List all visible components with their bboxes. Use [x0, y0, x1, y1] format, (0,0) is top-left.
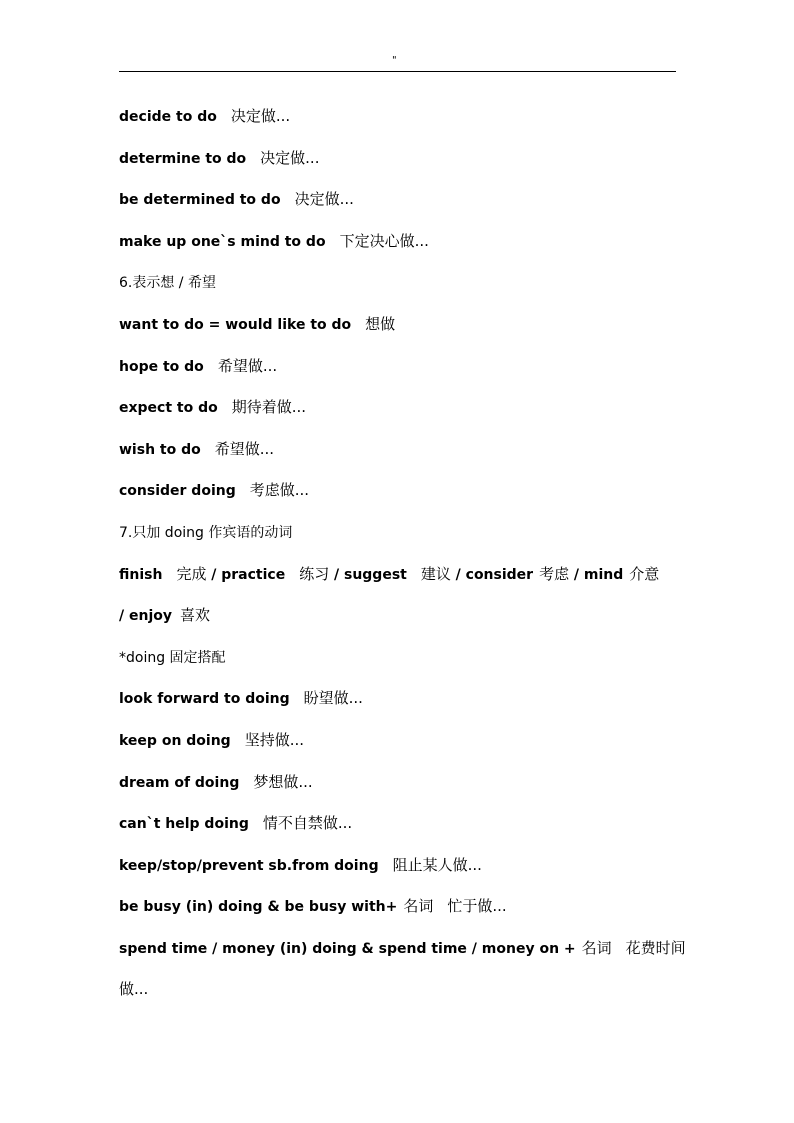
phrase-chinese: 下定决心做... [339, 231, 429, 250]
phrase-english: expect to do [119, 400, 218, 417]
phrase-line [119, 845, 676, 887]
verb-english: / suggest [334, 566, 407, 583]
phrase-line [119, 762, 676, 804]
phrase-chinese: 希望做... [217, 356, 278, 375]
phrase-english: dream of doing [119, 774, 240, 791]
phrase-english: wish to do [119, 441, 201, 458]
section-heading [119, 512, 676, 554]
phrase-chinese: 阻止某人做... [392, 855, 482, 874]
phrase-line [119, 96, 676, 138]
verb-english: / consider [455, 566, 534, 583]
phrase-line [119, 429, 676, 471]
phrase-chinese: 考虑做... [249, 481, 310, 500]
verb-chinese: 介意 [629, 564, 660, 583]
phrase-line [119, 179, 676, 221]
verb-list-line [119, 595, 676, 637]
phrase-line [119, 221, 676, 263]
phrase-chinese: 忙于做... [447, 897, 507, 916]
phrase-chinese: 想做 [365, 314, 396, 333]
phrase-noun-label: 名词 [403, 897, 434, 916]
verb-chinese: 完成 [176, 564, 207, 583]
verb-english: finish [119, 566, 163, 583]
section-heading [119, 637, 676, 679]
phrase-english: want to do = would like to do [119, 316, 352, 333]
phrase-english: be busy (in) doing & be busy with+ [119, 899, 398, 916]
header-mark: " [392, 55, 397, 66]
section-heading [119, 262, 676, 304]
phrase-english: determine to do [119, 150, 247, 167]
verb-english: / enjoy [119, 608, 172, 625]
phrase-line [119, 886, 676, 928]
section-heading-text: 6.表示想 / 希望 [119, 275, 216, 292]
phrase-chinese: 情不自禁做... [262, 814, 353, 833]
phrase-chinese: 期待着做... [231, 398, 307, 417]
verb-english: / practice [211, 566, 286, 583]
phrase-line [119, 304, 676, 346]
verb-chinese: 建议 [420, 564, 451, 583]
verb-english: / mind [573, 566, 624, 583]
verb-list-line [119, 554, 676, 596]
phrase-english: hope to do [119, 358, 204, 375]
phrase-english: keep on doing [119, 732, 231, 749]
phrase-chinese: 决定做... [230, 107, 291, 125]
phrase-chinese: 希望做... [214, 439, 275, 458]
phrase-continuation [119, 969, 676, 1011]
phrase-chinese: 决定做... [294, 190, 354, 209]
phrase-english: keep/stop/prevent sb.from doing [119, 857, 379, 874]
phrase-chinese: 梦想做... [253, 772, 313, 791]
phrase-line [119, 678, 676, 720]
phrase-chinese: 花费时间 [625, 938, 686, 957]
phrase-chinese: 坚持做... [244, 730, 305, 749]
phrase-english: consider doing [119, 483, 236, 500]
phrase-english: look forward to doing [119, 691, 290, 708]
phrase-line [119, 138, 676, 180]
phrase-chinese: 盼望做... [303, 689, 363, 708]
phrase-line [119, 387, 676, 429]
phrase-chinese: 决定做... [260, 148, 320, 167]
header-rule [119, 71, 676, 72]
phrase-line [119, 928, 686, 970]
phrase-english: make up one`s mind to do [119, 233, 326, 250]
section-heading-text: 7.只加 doing 作宾语的动词 [119, 524, 293, 541]
phrase-english: be determined to do [119, 192, 281, 209]
verb-chinese: 考虑 [539, 564, 570, 583]
phrase-noun-label: 名词 [581, 938, 612, 957]
phrase-chinese: 做... [119, 980, 149, 999]
phrase-english: can`t help doing [119, 816, 249, 833]
phrase-english: decide to do [119, 109, 217, 125]
phrase-line [119, 803, 676, 845]
section-heading-text: *doing 固定搭配 [119, 649, 226, 666]
document-body [119, 96, 686, 1011]
phrase-line [119, 470, 676, 512]
phrase-line [119, 720, 676, 762]
phrase-line [119, 346, 676, 388]
verb-chinese: 练习 [299, 564, 330, 583]
verb-chinese: 喜欢 [180, 606, 211, 625]
phrase-english: spend time / money (in) doing & spend time / money on + [119, 940, 576, 957]
